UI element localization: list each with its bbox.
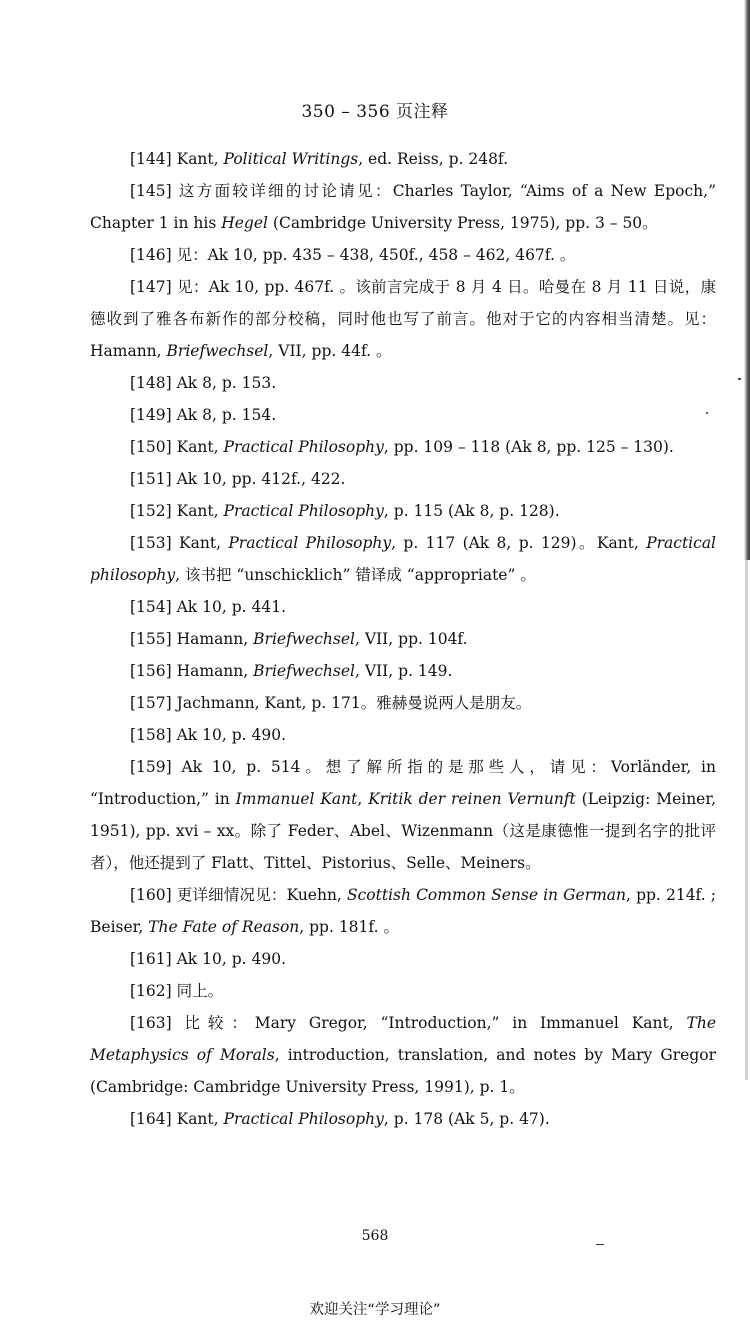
scan-speck <box>706 412 708 414</box>
note-text: Kant, <box>171 438 224 456</box>
endnote-145 <box>90 175 716 239</box>
note-text: 更详细情况见：Kuehn, <box>171 886 347 904</box>
note-text: , pp. 181f. 。 <box>299 918 399 936</box>
endnote-148 <box>90 367 716 399</box>
endnote-161 <box>90 943 716 975</box>
endnote-number: [150] <box>130 438 172 456</box>
note-text: Hamann, <box>171 662 254 680</box>
note-text: , p. 117 (Ak 8, p. 129)。Kant, <box>391 534 647 552</box>
italic-title: Practical Philosophy <box>223 1110 384 1128</box>
note-text: 见：Ak 10, pp. 467f. 。该前言完成于 8 月 4 日。哈曼在 8 月 11 日说，康德收到了雅各布新作的部分校稿，同时他也写了前言。他对于它的内容相当清楚。见：Hamann, <box>90 278 716 360</box>
italic-title: Practical Philosophy <box>228 534 392 552</box>
scan-edge-shadow <box>744 0 750 560</box>
italic-title: Briefwechsel <box>253 630 355 648</box>
note-text: 比较：Mary Gregor, “Introduction,” in Immanuel Kant, <box>171 1014 687 1032</box>
italic-title: Briefwechsel <box>253 662 355 680</box>
endnote-144 <box>90 143 716 175</box>
note-text: , ed. Reiss, p. 248f. <box>358 150 509 168</box>
note-text: , 该书把 “unschicklich” 错译成 “appropriate” 。 <box>175 566 536 584</box>
endnote-156 <box>90 655 716 687</box>
endnote-160 <box>90 879 716 943</box>
endnote-number: [149] <box>130 406 172 424</box>
endnote-155 <box>90 623 716 655</box>
endnote-number: [152] <box>130 502 172 520</box>
endnote-number: [151] <box>130 470 172 488</box>
endnote-164 <box>90 1103 716 1135</box>
footer-caption: 欢迎关注“学习理论” <box>309 1302 441 1318</box>
endnote-154 <box>90 591 716 623</box>
running-header: 350 – 356 页注释 <box>301 102 449 122</box>
note-text: , VII, pp. 104f. <box>355 630 468 648</box>
note-text: (Leipzig: Meiner, 1951), pp. xvi – xx。除了 Feder、Abel、Wizenmann（这是康德惟一提到名字的批评者），他还提到了 Flatt、Tittel、Pistorius、Selle、Meiners。 <box>90 790 716 872</box>
endnote-147 <box>90 271 716 367</box>
page-number: 568 <box>361 1228 389 1244</box>
italic-title: Practical Philosophy <box>223 438 384 456</box>
endnote-number: [162] <box>130 982 172 1000</box>
note-text: Kant, <box>171 150 224 168</box>
scan-edge-shadow-lower <box>745 560 748 1080</box>
endnote-number: [160] <box>130 886 172 904</box>
note-text: Ak 10, p. 490. <box>171 726 286 744</box>
note-text: , p. 115 (Ak 8, p. 128). <box>383 502 560 520</box>
note-text: Ak 8, p. 154. <box>171 406 277 424</box>
note-text: Jachmann, Kant, p. 171。雅赫曼说两人是朋友。 <box>171 694 532 712</box>
endnote-149 <box>90 399 716 431</box>
italic-title: Political Writings <box>223 150 359 168</box>
endnote-number: [154] <box>130 598 172 616</box>
endnote-162 <box>90 975 716 1007</box>
scan-speck <box>738 378 741 380</box>
endnote-number: [163] <box>130 1014 172 1032</box>
note-text: Ak 10, pp. 412f., 422. <box>171 470 346 488</box>
endnote-number: [153] <box>130 534 172 552</box>
italic-title: The Metaphysics of Morals <box>90 1014 716 1064</box>
italic-title: Scottish Common Sense in German <box>346 886 627 904</box>
italic-title: Practical Philosophy <box>223 502 384 520</box>
note-text: , introduction, translation, and notes by Mary Gregor (Cambridge: Cambridge University Press, 1991), p. 1。 <box>90 1046 716 1096</box>
italic-title: The Fate of Reason <box>148 918 300 936</box>
note-text: Kant, <box>171 502 224 520</box>
note-text: , p. 178 (Ak 5, p. 47). <box>383 1110 550 1128</box>
note-text: 同上。 <box>171 982 224 1000</box>
endnote-157 <box>90 687 716 719</box>
scan-speck <box>596 1244 604 1245</box>
italic-title: Practical philosophy <box>90 534 717 584</box>
endnote-159 <box>90 751 716 879</box>
note-text: Ak 8, p. 153. <box>171 374 277 392</box>
note-text: , VII, pp. 44f. 。 <box>268 342 392 360</box>
note-text: 这方面较详细的讨论请见：Charles Taylor, “Aims of a New Epoch,” Chapter 1 in his <box>90 182 716 232</box>
note-text: Ak 10, p. 490. <box>171 950 286 968</box>
endnote-number: [159] <box>130 758 172 776</box>
endnote-number: [164] <box>130 1110 172 1128</box>
note-text: Kant, <box>171 534 229 552</box>
note-text: Ak 10, p. 514。想了解所指的是那些人，请见：Vorländer, in “Introduction,” in <box>90 758 716 808</box>
endnote-number: [148] <box>130 374 172 392</box>
note-text: , pp. 109 – 118 (Ak 8, pp. 125 – 130). <box>383 438 674 456</box>
endnote-163 <box>90 1007 716 1103</box>
note-text: (Cambridge University Press, 1975), pp. 3 – 50。 <box>267 214 658 232</box>
endnote-153 <box>90 527 716 591</box>
italic-title: Hegel <box>221 214 268 232</box>
note-text: , <box>357 790 369 808</box>
endnote-number: [155] <box>130 630 172 648</box>
endnotes-list <box>90 143 716 1135</box>
endnote-152 <box>90 495 716 527</box>
endnote-number: [144] <box>130 150 172 168</box>
italic-title: Kritik der reinen Vernunft <box>368 790 576 808</box>
endnote-158 <box>90 719 716 751</box>
note-text: , pp. 214f. ; Beiser, <box>90 886 716 936</box>
endnote-151 <box>90 463 716 495</box>
note-text: , VII, p. 149. <box>355 662 453 680</box>
endnote-number: [147] <box>130 278 172 296</box>
endnote-number: [157] <box>130 694 172 712</box>
endnote-number: [161] <box>130 950 172 968</box>
endnote-number: [156] <box>130 662 172 680</box>
italic-title: Briefwechsel <box>166 342 269 360</box>
note-text: Hamann, <box>171 630 254 648</box>
italic-title: Immanuel Kant <box>235 790 358 808</box>
note-text: Kant, <box>171 1110 224 1128</box>
endnote-number: [145] <box>130 182 172 200</box>
endnote-150 <box>90 431 716 463</box>
note-text: Ak 10, p. 441. <box>171 598 286 616</box>
note-text: 见：Ak 10, pp. 435 – 438, 450f., 458 – 462, 467f. 。 <box>171 246 576 264</box>
endnote-146 <box>90 239 716 271</box>
endnote-number: [146] <box>130 246 172 264</box>
endnote-number: [158] <box>130 726 172 744</box>
